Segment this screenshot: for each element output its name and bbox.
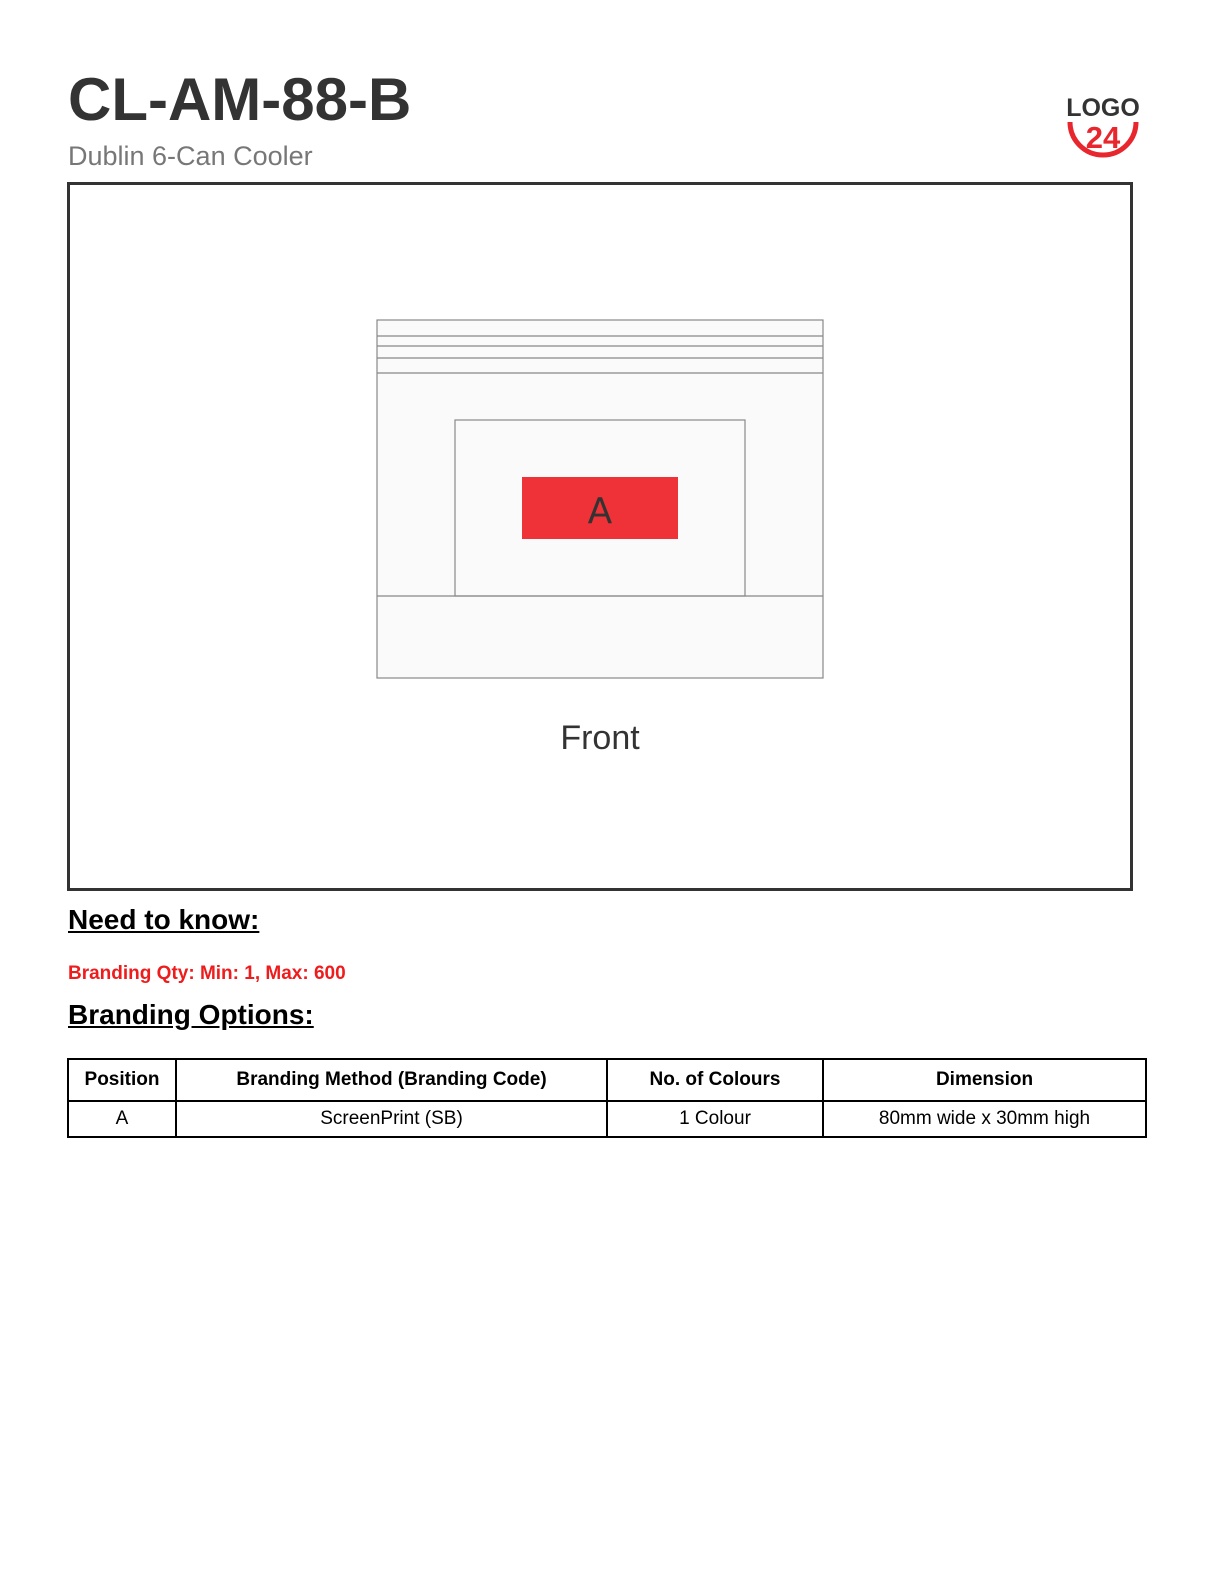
cell-position: A: [68, 1101, 176, 1137]
branding-qty-note: Branding Qty: Min: 1, Max: 600: [68, 963, 346, 984]
logo-number: 24: [1085, 120, 1121, 155]
logo24-icon: [1062, 86, 1144, 166]
table-row: [68, 1101, 1146, 1137]
cell-dimension: 80mm wide x 30mm high: [823, 1101, 1146, 1137]
product-drawing-frame: [67, 182, 1133, 891]
logo-top-text: LOGO: [1066, 94, 1140, 122]
cell-colours: 1 Colour: [607, 1101, 823, 1137]
column-header-branding-method: Branding Method (Branding Code): [176, 1059, 607, 1101]
branding-zone-label: A: [587, 491, 613, 532]
column-header-dimension: Dimension: [823, 1059, 1146, 1101]
branding-options-table: [67, 1058, 1147, 1138]
column-header-position: Position: [68, 1059, 176, 1101]
product-name: Dublin 6-Can Cooler: [68, 141, 313, 171]
column-header-colours: No. of Colours: [607, 1059, 823, 1101]
cell-branding-method: ScreenPrint (SB): [176, 1101, 607, 1137]
need-to-know-heading: Need to know:: [68, 904, 260, 935]
product-drawing: [70, 185, 1130, 888]
branding-options-heading: Branding Options:: [68, 999, 314, 1030]
product-code: CL-AM-88-B: [68, 66, 412, 133]
view-label: Front: [560, 719, 640, 757]
table-header-row: [68, 1059, 1146, 1101]
